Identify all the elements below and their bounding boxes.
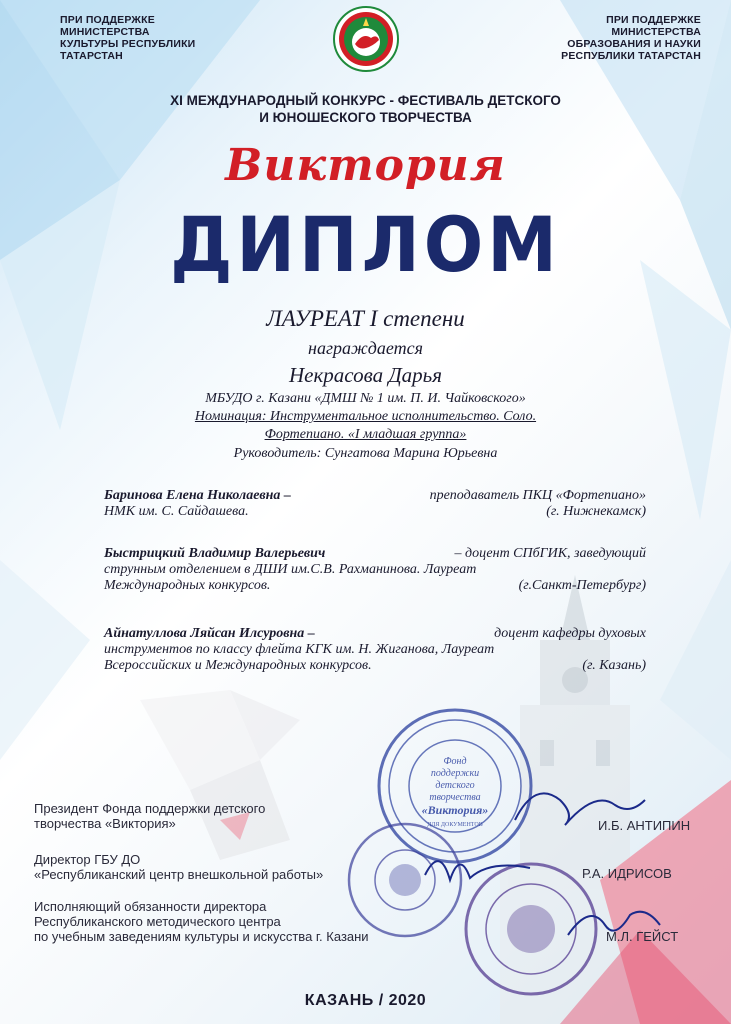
jury-name: Баринова Елена Николаевна – (104, 488, 291, 503)
nomination-line-2: Фортепиано. «I младшая группа» (264, 427, 467, 442)
svg-text:творчества: творчества (429, 792, 481, 803)
jury-role: преподаватель ПКЦ «Фортепиано» (429, 488, 646, 503)
signatory-title: Президент Фонда поддержки детского творчества «Виктория» (34, 801, 266, 831)
signatory-title: Директор ГБУ ДО «Республиканский центр внешкольной работы» (34, 852, 324, 882)
recipient-school: МБУДО г. Казани «ДМШ № 1 им. П. И. Чайковского» (205, 391, 526, 406)
signatory-name: И.Б. АНТИПИН (598, 818, 691, 833)
teacher-line: Руководитель: Сунгатова Марина Юрьевна (233, 446, 498, 461)
jury-city: (г. Казань) (582, 658, 646, 673)
diploma-heading: ДИПЛОМ (170, 200, 561, 290)
contest-title: XI МЕЖДУНАРОДНЫЙ КОНКУРС - ФЕСТИВАЛЬ ДЕТСКОГО И ЮНОШЕСКОГО ТВОРЧЕСТВА (170, 93, 561, 125)
signatory-title: Исполняющий обязанности директора Республиканского методического центра по учебным заведениям культуры и искусства г. Казани (34, 899, 369, 944)
jury-role-cont: струнным отделением в ДШИ им.С.В. Рахманинова. Лауреат (104, 562, 477, 577)
recipient-name: Некрасова Дарья (288, 363, 442, 387)
jury-role-cont: Всероссийских и Международных конкурсов. (104, 658, 372, 673)
contest-brand: Виктория (225, 140, 506, 191)
dove-art (140, 690, 300, 860)
header-left-sponsor: ПРИ ПОДДЕРЖКЕ МИНИСТЕРСТВА КУЛЬТУРЫ РЕСПУБЛИКИ ТАТАРСТАН (60, 14, 196, 62)
jury-name: Айнатуллова Ляйсан Илсуровна – (104, 626, 315, 641)
jury-role: доцент кафедры духовых (494, 626, 646, 641)
jury-role-cont: НМК им. С. Сайдашева. (104, 504, 249, 519)
jury-member (104, 488, 646, 520)
place-year: КАЗАНЬ / 2020 (304, 992, 427, 1009)
jury-role: – доцент СПбГИК, заведующий (454, 546, 646, 561)
header-right-sponsor: ПРИ ПОДДЕРЖКЕ МИНИСТЕРСТВА ОБРАЗОВАНИЯ И НАУКИ РЕСПУБЛИКИ ТАТАРСТАН (561, 14, 701, 62)
signature-idrisov (420, 840, 540, 890)
jury-city: (г. Нижнекамск) (546, 504, 646, 519)
jury-city: (г.Санкт-Петербург) (518, 578, 646, 593)
signature-geist (560, 895, 670, 955)
jury-name: Быстрицкий Владимир Валерьевич (104, 546, 326, 561)
laureate-rank: ЛАУРЕАТ I степени (266, 306, 465, 331)
jury-member (104, 546, 646, 594)
jury-role-cont: Международных конкурсов. (104, 578, 271, 593)
tatarstan-emblem-icon (333, 6, 399, 72)
svg-text:ДЛЯ ДОКУМЕНТОВ: ДЛЯ ДОКУМЕНТОВ (427, 822, 483, 828)
signatory-name: М.Л. ГЕЙСТ (606, 929, 679, 944)
svg-text:«Виктория»: «Виктория» (421, 803, 489, 817)
svg-text:поддержки: поддержки (430, 768, 480, 779)
nomination-line-1: Номинация: Инструментальное исполнительство. Соло. (194, 409, 537, 424)
svg-text:Фонд: Фонд (443, 756, 467, 767)
jury-member (104, 626, 646, 674)
svg-text:детского: детского (435, 780, 475, 791)
jury-role-cont: инструментов по классу флейта КГК им. Н. Жиганова, Лауреат (104, 642, 495, 657)
awarded-label: награждается (308, 338, 423, 358)
signatory-name: Р.А. ИДРИСОВ (582, 866, 672, 881)
